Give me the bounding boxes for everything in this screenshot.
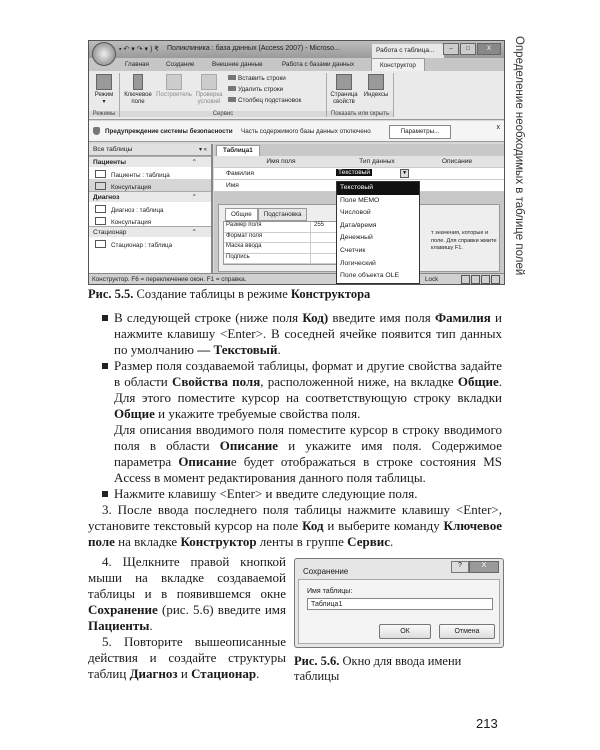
title-bar xyxy=(89,41,504,58)
dropdown-option[interactable]: Дата/время xyxy=(340,221,377,229)
status-text: Конструктор. F6 = переключение окон. F1 = справка. xyxy=(92,276,247,283)
property-value[interactable] xyxy=(311,233,314,243)
dropdown-option[interactable]: Счетчик xyxy=(340,246,366,254)
caption-label: Рис. 5.6. xyxy=(294,654,340,668)
bullet-item: В следующей строке (ниже поля Код) введите имя поля Фамилия и нажмите клавишу <Enter>. В соседней ячейке появится тип данных по умолчанию — Текстовый. xyxy=(88,310,502,358)
document-tab-label: Таблица1 xyxy=(223,147,253,154)
data-type-dropdown xyxy=(336,181,420,284)
ribbon xyxy=(89,71,504,120)
tab-create[interactable]: Создание xyxy=(166,61,195,68)
bullet-item: Размер поля создаваемой таблицы, формат и другие свойства задайте в области Свойства поля, расположенной ниже, на вкладке Общие. Для этого поместите курсор на соответствующую строку вкладки Общие и укажите требуемые свойства поля. xyxy=(88,358,502,422)
dropdown-option[interactable]: Денежный xyxy=(340,234,373,242)
key-icon xyxy=(133,74,143,90)
column-header: Описание xyxy=(441,158,473,165)
dialog-title: Сохранение xyxy=(303,567,349,576)
indexes-icon xyxy=(368,74,384,90)
nav-header-label: Все таблицы xyxy=(93,146,133,153)
field-name-cell[interactable]: Фамилия xyxy=(226,170,254,177)
office-button-icon[interactable] xyxy=(92,42,116,66)
nav-group-label: Пациенты xyxy=(93,159,127,166)
indexes-label: Индексы xyxy=(363,92,389,98)
close-icon[interactable]: x xyxy=(496,124,500,131)
security-warning-message: Часть содержимого базы данных отключено xyxy=(241,128,371,135)
window-title: Поликлиника : база данных (Access 2007) - Microso... xyxy=(167,45,340,52)
property-value[interactable] xyxy=(311,243,314,253)
step-3: 3. После ввода последнего поля таблицы нажмите клавишу <Enter>, установите текстовый курсор на поле Код и выберите команду Ключевое поле на вкладке Конструктор ленты в группе Сервис. xyxy=(88,502,503,549)
ribbon-tabs xyxy=(89,58,504,71)
save-dialog xyxy=(294,558,504,648)
form-icon xyxy=(95,182,106,190)
primary-key-button[interactable] xyxy=(122,74,154,106)
column-header: Тип данных xyxy=(359,158,395,165)
dropdown-option[interactable]: Поле объекта OLE xyxy=(340,272,399,280)
group-label: Показать или скрыть xyxy=(327,111,393,117)
tab-external-data[interactable]: Внешние данные xyxy=(212,61,263,68)
data-type-cell[interactable] xyxy=(336,169,418,178)
access-screenshot xyxy=(88,40,505,285)
property-sheet-label: Страница свойств xyxy=(330,92,358,105)
builder-button[interactable] xyxy=(154,74,194,99)
dropdown-option[interactable]: Логический xyxy=(340,259,376,267)
security-warning-bar xyxy=(89,121,504,142)
tab-general[interactable]: Общие xyxy=(225,208,258,221)
maximize-button[interactable]: □ xyxy=(460,43,476,55)
group-label: Режимы xyxy=(89,111,119,117)
test-rules-button[interactable] xyxy=(194,74,224,106)
view-label: Режим xyxy=(94,92,114,98)
datasheet-view-icon[interactable] xyxy=(461,275,470,284)
table-view-icon xyxy=(96,74,112,90)
nav-group-hospital[interactable] xyxy=(89,226,211,237)
property-sheet-button[interactable] xyxy=(329,74,359,106)
nav-item[interactable] xyxy=(89,214,211,226)
step-4: 4. Щелкните правой кнопкой мыши на вкладке создаваемой таблицы и в появившемся окне Сохранение (рис. 5.6) введите имя Пациенты. xyxy=(88,554,286,633)
dropdown-option[interactable]: Числовой xyxy=(340,209,371,217)
property-name: Маска ввода xyxy=(224,243,311,253)
caption-text: Создание таблицы в режиме xyxy=(133,287,291,301)
tab-home[interactable]: Главная xyxy=(125,61,149,68)
ok-button[interactable]: ОК xyxy=(379,624,431,639)
validation-icon xyxy=(201,74,217,90)
group-show-hide xyxy=(327,73,394,117)
body-text xyxy=(88,310,502,550)
property-name: Подпись xyxy=(224,254,311,264)
step-5: 5. Повторите вышеописанные действия и создайте структуры таблиц Диагноз и Стационар. xyxy=(88,634,286,681)
table-icon xyxy=(95,170,106,178)
indexes-button[interactable] xyxy=(361,74,391,99)
insert-rows-button[interactable] xyxy=(228,75,286,82)
cancel-button[interactable]: Отмена xyxy=(439,624,495,639)
nav-header[interactable] xyxy=(89,144,211,156)
minimize-button[interactable]: – xyxy=(443,43,459,55)
nav-group-label: Стационар xyxy=(93,229,127,236)
security-warning-title: Предупреждение системы безопасности xyxy=(105,128,233,135)
collapse-icon[interactable]: ⌃ xyxy=(191,159,197,166)
quick-access-toolbar[interactable]: ▪ ↶ ▾ ↷ ▾ ) ₹ xyxy=(119,46,159,53)
property-name: Формат поля xyxy=(224,233,311,243)
lookup-column-button[interactable] xyxy=(228,97,301,104)
nav-item[interactable] xyxy=(89,179,211,191)
navigation-pane xyxy=(89,144,213,273)
running-header xyxy=(505,36,529,286)
figure-caption-5-6 xyxy=(294,654,504,684)
nav-item-label: Стационар : таблица xyxy=(111,242,173,249)
bullet-item: Нажмите клавишу <Enter> и введите следующие поля. xyxy=(88,486,502,502)
insert-rows-icon xyxy=(228,75,236,80)
dialog-close-button[interactable]: X xyxy=(469,561,499,573)
bottom-section xyxy=(88,554,502,684)
property-value[interactable]: 255 xyxy=(314,222,325,228)
group-label: Сервис xyxy=(120,111,326,117)
lookup-icon xyxy=(228,97,236,102)
properties-table xyxy=(223,221,343,265)
builder-label: Построитель xyxy=(156,92,192,98)
lookup-label: Столбец подстановок xyxy=(238,97,302,104)
tab-database-tools[interactable]: Работа с базами данных xyxy=(282,61,355,68)
tab-design[interactable]: Конструктор xyxy=(371,58,425,71)
nav-item[interactable] xyxy=(89,167,211,179)
delete-rows-label: Удалить строки xyxy=(238,86,284,93)
context-tab-label: Работа с таблица... xyxy=(372,44,444,58)
table-icon xyxy=(95,205,106,213)
data-type-value: Текстовый xyxy=(338,169,371,176)
dropdown-option[interactable]: Поле MEMO xyxy=(340,196,380,204)
group-tools xyxy=(120,73,327,117)
delete-rows-button[interactable] xyxy=(228,86,283,93)
property-value[interactable] xyxy=(311,254,314,264)
dropdown-option[interactable]: Текстовый xyxy=(337,182,419,195)
caption-text: Окно для ввода имени таблицы xyxy=(294,654,462,683)
figure-5-6 xyxy=(294,554,504,684)
page-number: 213 xyxy=(476,716,498,731)
delete-rows-icon xyxy=(228,86,236,91)
figure-caption-5-5 xyxy=(88,287,370,302)
close-button[interactable]: X xyxy=(477,43,501,55)
group-views xyxy=(89,73,120,117)
lock-indicator: Lock xyxy=(425,276,439,283)
nav-item-label: Пациенты : таблица xyxy=(111,172,170,179)
design-view-icon[interactable] xyxy=(491,275,500,284)
insert-rows-label: Вставить строки xyxy=(238,75,286,82)
table-row[interactable] xyxy=(214,168,504,180)
caption-bold: Конструктора xyxy=(290,287,371,301)
form-icon xyxy=(95,217,106,225)
dropdown-arrow-icon[interactable]: ▼ xyxy=(400,169,409,178)
text-flow xyxy=(88,310,502,684)
collapse-icon[interactable]: ⌃ xyxy=(191,229,197,236)
options-button[interactable]: Параметры... xyxy=(389,125,451,139)
paragraph: Для описания вводимого поля поместите курсор в строку вводимого поля в области Описание и укажите имя поля. Содержимое параметра Описание будет отображаться в строке состояния MS Access в момент редактирования данного поля таблицы. xyxy=(114,422,502,485)
nav-item-label: Консультация xyxy=(111,219,152,226)
pivot-chart-icon[interactable] xyxy=(481,275,490,284)
running-header-text: Определение необходимых в таблице полей xyxy=(513,36,525,276)
shield-icon xyxy=(93,127,100,135)
property-name: Размер поля xyxy=(224,222,311,232)
nav-group-diagnosis[interactable] xyxy=(89,191,211,202)
status-bar xyxy=(89,273,504,285)
nav-group-patients[interactable] xyxy=(89,156,211,167)
nav-item-label: Консультация xyxy=(111,184,152,191)
view-buttons xyxy=(461,275,500,284)
collapse-icon[interactable]: ⌃ xyxy=(191,194,197,201)
pivot-table-icon[interactable] xyxy=(471,275,480,284)
grid-header xyxy=(214,156,504,168)
nav-item[interactable] xyxy=(89,237,211,249)
property-sheet-icon xyxy=(336,74,352,90)
tab-lookup[interactable]: Подстановка xyxy=(258,208,308,221)
primary-key-label: Ключевое поле xyxy=(124,92,152,105)
property-row[interactable] xyxy=(224,233,342,244)
property-row[interactable] xyxy=(224,243,342,254)
help-button[interactable]: ? xyxy=(451,561,469,573)
column-header: Имя поля xyxy=(266,158,296,165)
table-icon xyxy=(95,240,106,248)
builder-icon xyxy=(166,74,182,90)
nav-group-label: Диагноз xyxy=(93,194,120,201)
property-row[interactable] xyxy=(224,254,342,265)
table-name-label: Имя таблицы: xyxy=(307,588,353,595)
left-column-text xyxy=(88,554,286,682)
dialog-body xyxy=(298,579,500,644)
view-button[interactable]: Режим ▾ xyxy=(92,74,116,106)
chevron-down-icon[interactable]: ▾ « xyxy=(198,147,207,153)
help-hint: т значения, которые и поле. Для справки жмите клавишу F1. xyxy=(431,230,497,251)
test-rules-label: Проверка условий xyxy=(195,92,223,105)
caption-label: Рис. 5.5. xyxy=(88,287,134,301)
property-row[interactable] xyxy=(224,222,342,233)
table-name-input[interactable]: Таблица1 xyxy=(307,598,493,610)
field-name-cell[interactable]: Имя xyxy=(226,182,239,189)
nav-item-label: Диагноз : таблица xyxy=(111,207,164,214)
nav-item[interactable] xyxy=(89,202,211,214)
